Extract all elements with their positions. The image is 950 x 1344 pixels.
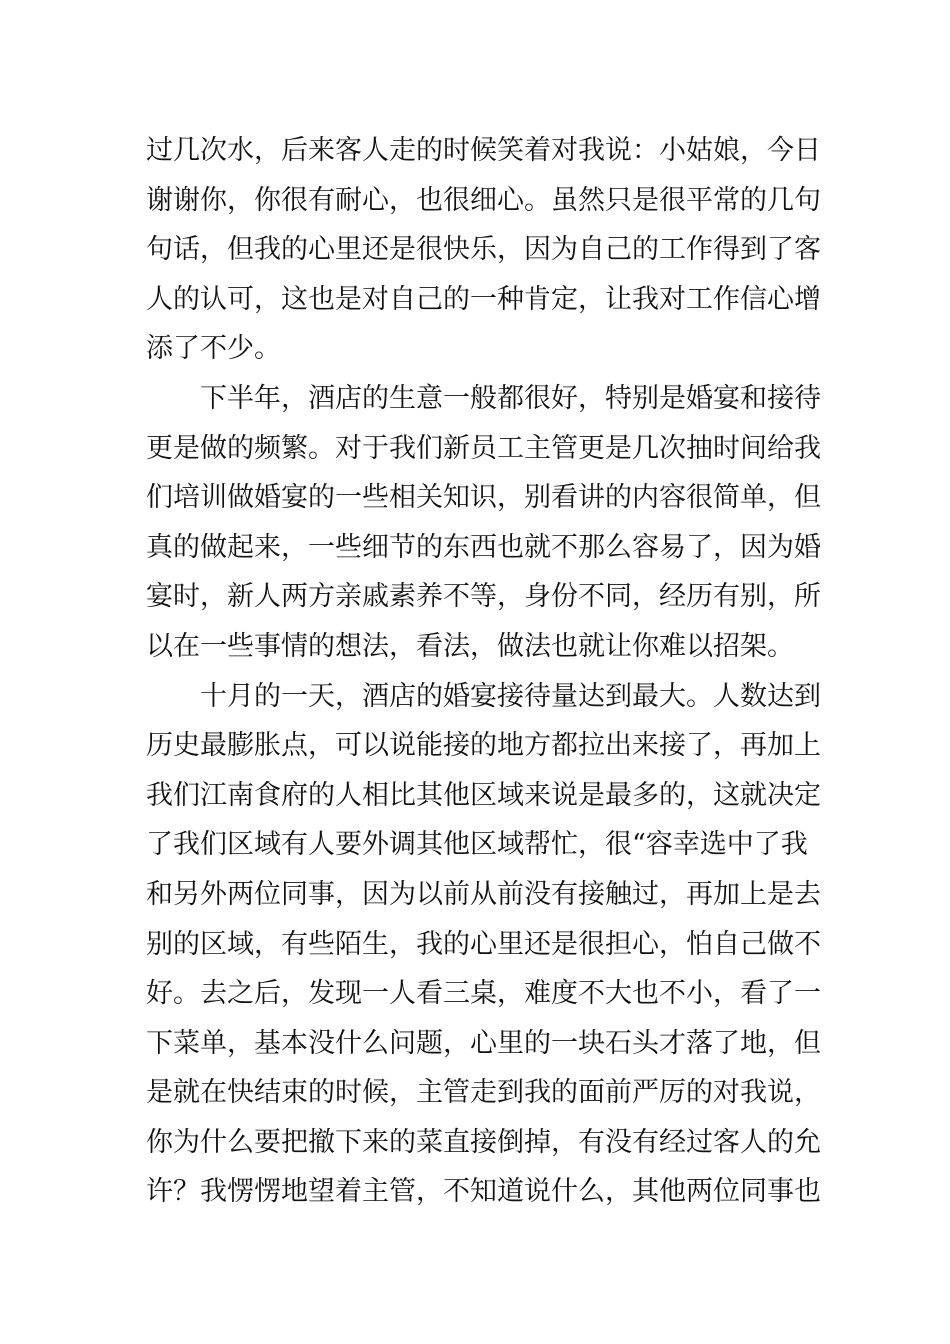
text-line: 好。去之后，发现一人看三桌，难度不大也不小，看了一 [146, 978, 821, 1010]
text-line: 了我们区域有人要外调其他区域帮忙，很“容幸选中了我 [146, 829, 808, 861]
text-line: 历史最膨胀点，可以说能接的地方都拉出来接了，再加上 [146, 730, 821, 762]
text-line: 十月的一天，酒店的婚宴接待量达到最大。人数达到 [200, 680, 821, 712]
text-line: 过几次水，后来客人走的时候笑着对我说：小姑娘，今日 [146, 135, 821, 166]
text-line: 真的做起来，一些细节的东西也就不那么容易了，因为婚 [146, 531, 821, 563]
text-line: 更是做的频繁。对于我们新员工主管更是几次抽时间给我 [146, 432, 821, 464]
text-line: 以在一些事情的想法，看法，做法也就让你难以招架。 [146, 630, 794, 662]
text-line: 下半年，酒店的生意一般都很好，特别是婚宴和接待 [200, 382, 821, 414]
text-line: 别的区域，有些陌生，我的心里还是很担心，怕自己做不 [146, 928, 821, 960]
text-line: 宴时，新人两方亲戚素养不等，身份不同，经历有别，所 [146, 581, 821, 613]
text-line: 和另外两位同事，因为以前从前没有接触过，再加上是去 [146, 878, 821, 910]
body-text [146, 126, 821, 1217]
text-line: 你为什么要把撤下来的菜直接倒掉，有没有经过客人的允 [146, 1126, 821, 1158]
text-line: 我们江南食府的人相比其他区域来说是最多的，这就决定 [146, 779, 821, 811]
text-line: 添了不少。 [146, 333, 281, 365]
text-line: 们培训做婚宴的一些相关知识，别看讲的内容很简单，但 [146, 482, 821, 514]
text-line: 许？我愣愣地望着主管，不知道说什么，其他两位同事也 [146, 1176, 821, 1208]
text-line: 谢谢你，你很有耐心，也很细心。虽然只是很平常的几句 [146, 184, 821, 216]
text-line: 句话，但我的心里还是很快乐，因为自己的工作得到了客 [146, 234, 821, 266]
text-line: 是就在快结束的时候，主管走到我的面前严厉的对我说， [146, 1077, 821, 1109]
text-line: 人的认可，这也是对自己的一种肯定，让我对工作信心增 [146, 283, 821, 315]
text-line: 下菜单，基本没什么问题，心里的一块石头才落了地，但 [146, 1027, 821, 1059]
